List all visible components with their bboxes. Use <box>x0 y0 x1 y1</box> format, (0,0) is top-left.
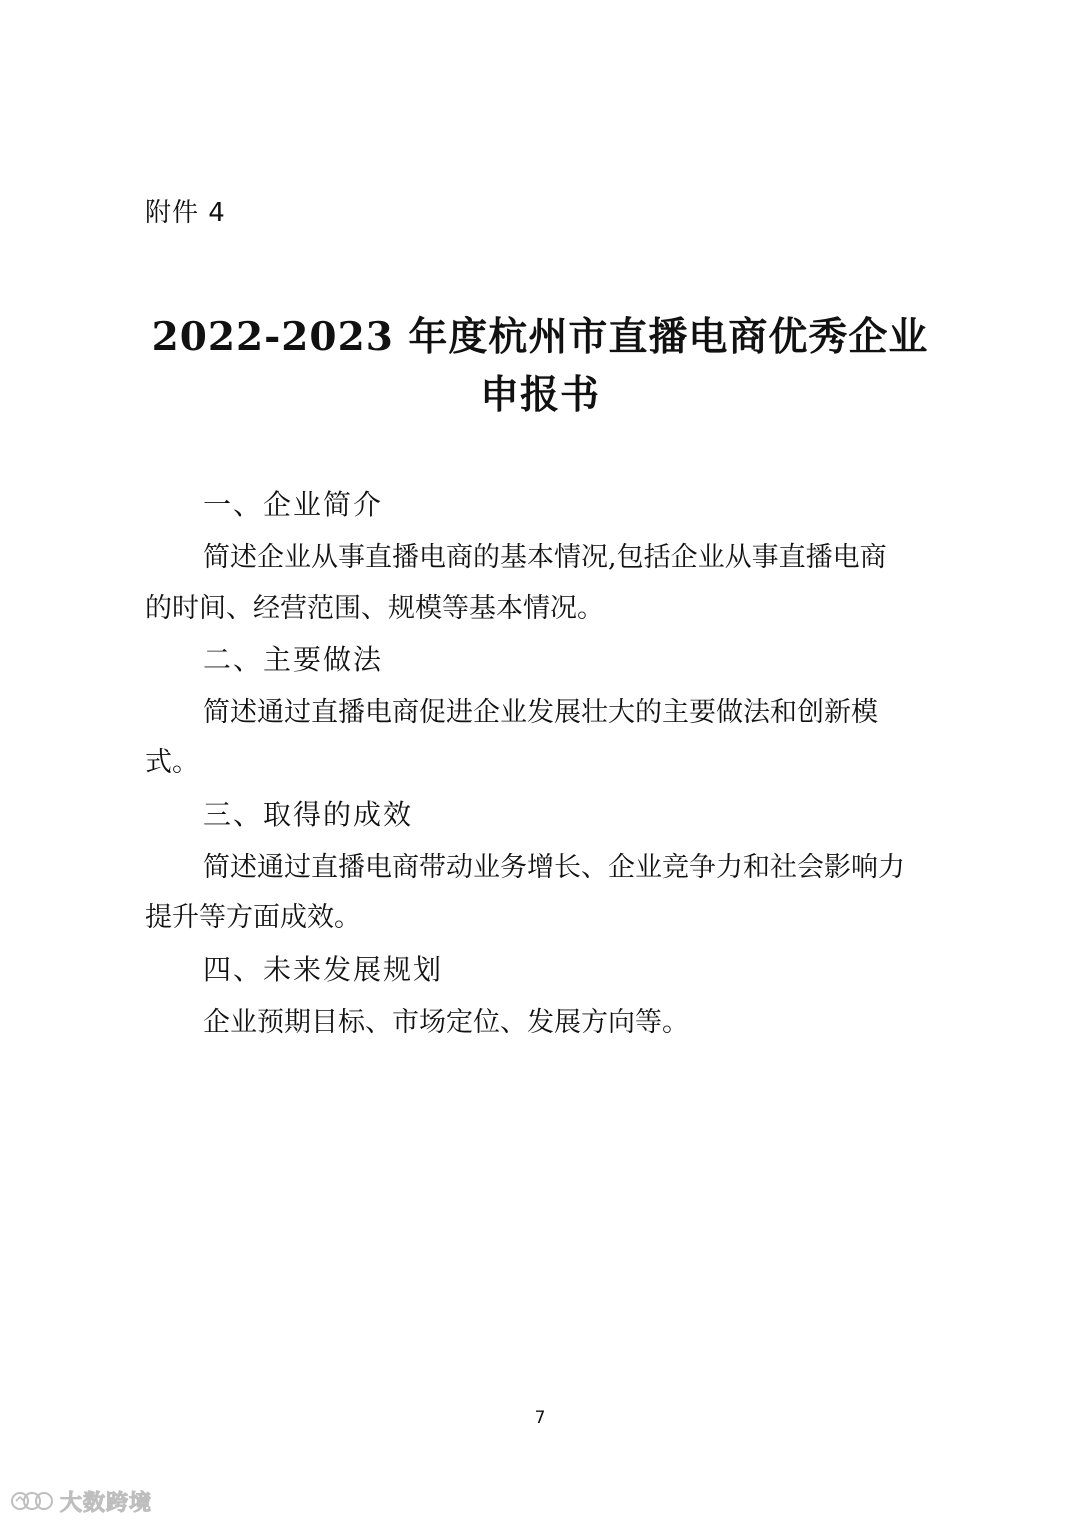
section-body-line: 简述通过直播电商促进企业发展壮大的主要做法和创新模 <box>203 697 878 728</box>
section-heading-company-intro: 一、企业简介 <box>203 488 384 521</box>
section-body-line: 简述通过直播电商带动业务增长、企业竞争力和社会影响力 <box>203 852 905 883</box>
watermark-text: 大数跨境 <box>60 1490 153 1516</box>
logo-icon <box>10 1488 54 1514</box>
section-body-line: 简述企业从事直播电商的基本情况,包括企业从事直播电商 <box>203 542 887 573</box>
section-heading-achievements: 三、取得的成效 <box>203 798 414 831</box>
section-heading-main-practices: 二、主要做法 <box>203 643 384 676</box>
document-title-line-2: 申报书 <box>479 372 600 418</box>
section-body-line: 提升等方面成效。 <box>145 902 361 933</box>
section-heading-future-plan: 四、未来发展规划 <box>203 953 444 986</box>
section-body-line: 企业预期目标、市场定位、发展方向等。 <box>203 1007 689 1038</box>
document-title-line-1: 2022-2023 年度杭州市直播电商优秀企业 <box>151 314 929 360</box>
section-body-line: 的时间、经营范围、规模等基本情况。 <box>145 593 604 624</box>
section-body-line: 式。 <box>145 747 199 778</box>
attachment-label: 附件 4 <box>145 198 226 228</box>
page-number: 7 <box>534 1408 546 1428</box>
watermark <box>10 1486 152 1516</box>
